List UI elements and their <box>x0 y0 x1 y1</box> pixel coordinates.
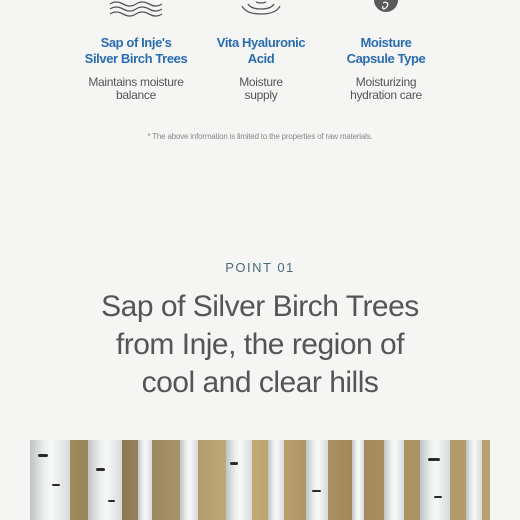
feature-title: Vita Hyaluronic Acid <box>216 35 306 66</box>
point-headline: Sap of Silver Birch Trees from Inje, the region of cool and clear hills <box>101 290 419 399</box>
feature-description: Moisturizing hydration care <box>350 75 422 102</box>
feature-title: Sap of Inje's Silver Birch Trees <box>84 35 188 66</box>
disclaimer-note: * The above information is limited to the properties of raw materials. <box>147 132 373 141</box>
feature-list <box>0 0 520 120</box>
birch-forest-image <box>30 440 490 520</box>
feature-title: Moisture Capsule Type <box>346 35 426 66</box>
feature-description: Maintains moisture balance <box>88 75 184 102</box>
water-waves-icon <box>106 0 166 25</box>
water-drop-ripple-icon <box>238 0 284 25</box>
capsule-icon <box>371 0 401 23</box>
point-label: POINT 01 <box>225 260 295 275</box>
feature-description: Moisture supply <box>239 75 283 102</box>
